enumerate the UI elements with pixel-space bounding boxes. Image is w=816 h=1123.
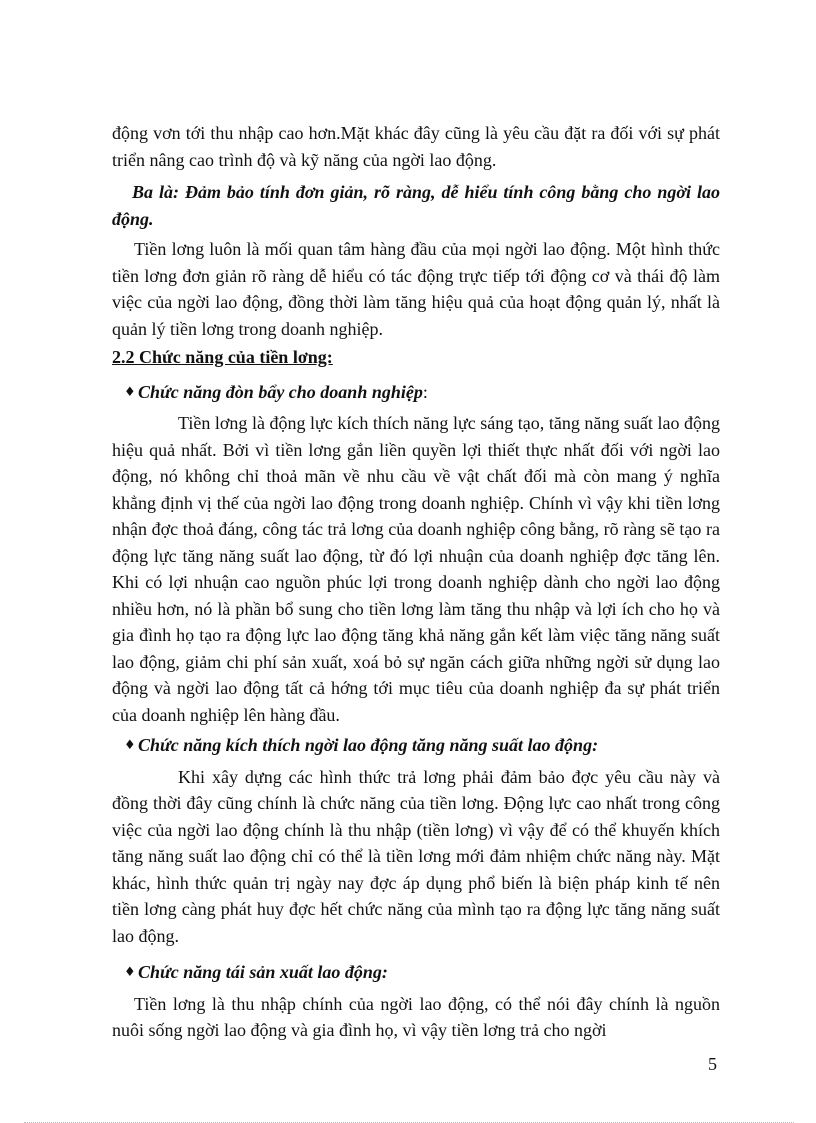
bullet-heading-tai-san-xuat <box>112 959 720 987</box>
diamond-bullet-icon: ♦ <box>124 738 136 753</box>
paragraph-kich-thich: Khi xây dựng các hình thức trả lơng phải đảm bảo đợc yêu cầu này và đồng thời đây cũng chính là chức năng của tiền lơng. Động lực cao nhất trong công việc của ngời lao động chính là thu nhập (tiền lơng) vì vậy để có thể khuyến khích tăng năng suất lao động chỉ có thể là tiền lơng mới đảm nhiệm chức năng này. Mặt khác, hình thức quản trị ngày nay đợc áp dụng phổ biến là biện pháp kinh tế nên tiền lơng càng phát huy đợc hết chức năng của mình tạo ra động lực tăng năng suất lao động. <box>112 766 720 946</box>
paragraph-continuation: động vơn tới thu nhập cao hơn.Mặt khác đây cũng là yêu cầu đặt ra đối với sự phát triển nâng cao trình độ và kỹ năng của ngời lao động. <box>112 123 720 170</box>
paragraph-tien-luong: Tiền lơng luôn là mối quan tâm hàng đầu của mọi ngời lao động. Một hình thức tiền lơng đơn giản rõ ràng dễ hiểu có tác động trực tiếp tới động cơ và thái độ làm việc của ngời lao động, đồng thời làm tăng hiệu quả của hoạt động quản lý, nhất là quản lý tiền lơng trong doanh nghiệp. <box>112 239 720 339</box>
bullet-heading-don-bay <box>112 379 720 407</box>
bullet-heading-text: Chức năng kích thích ngời lao động tăng năng suất lao động: <box>138 735 599 755</box>
page-number: 5 <box>708 1054 717 1074</box>
heading-ba-la: Ba là: Đảm bảo tính đơn giản, rõ ràng, dễ hiểu tính công bằng cho ngời lao động. <box>112 182 720 229</box>
diamond-bullet-icon: ♦ <box>124 384 136 400</box>
body-text <box>112 120 720 1044</box>
diamond-bullet-icon: ♦ <box>124 965 136 980</box>
bullet-heading-text: Chức năng đòn bẩy cho doanh nghiệp <box>138 381 423 402</box>
paragraph-tai-san-xuat: Tiền lơng là thu nhập chính của ngời lao động, có thể nói đây chính là nguồn nuôi sống ngời lao động và gia đình họ, vì vậy tiền lơng trả cho ngời <box>112 993 720 1040</box>
bullet-heading-colon: : <box>422 381 428 402</box>
section-title: 2.2 Chức năng của tiền lơng: <box>112 347 333 367</box>
bullet-heading-text: Chức năng tái sản xuất lao động: <box>138 962 388 982</box>
bullet-heading-kich-thich <box>112 732 720 760</box>
paragraph-don-bay: Tiền lơng là động lực kích thích năng lực sáng tạo, tăng năng suất lao động hiệu quả nhất. Bởi vì tiền lơng gắn liền quyền lợi thiết thực nhất đối với ngời lao động, nó không chỉ thoả mãn về nhu cầu về vật chất đối mà còn mang ý nghĩa khẳng định vị thế của ngời lao động trong doanh nghiệp. Chính vì vậy khi tiền lơng nhận đợc thoả đáng, công tác trả lơng của doanh nghiệp công bằng, rõ ràng sẽ tạo ra động lực tăng năng suất lao động, từ đó lợi nhuận của doanh nghiệp đợc tăng lên. Khi có lợi nhuận cao nguồn phúc lợi trong doanh nghiệp dành cho ngời lao động nhiều hơn, nó là phần bổ sung cho tiền lơng làm tăng thu nhập và lợi ích cho họ và gia đình họ tạo ra động lực lao động tăng khả năng gắn kết làm việc tăng năng suất lao động, giảm chi phí sản xuất, xoá bỏ sự ngăn cách giữa những ngời sử dụng lao động và ngời lao động tất cả hớng tới mục tiêu của doanh nghiệp đa sự phát triển của doanh nghiệp lên hàng đầu. <box>112 413 720 725</box>
